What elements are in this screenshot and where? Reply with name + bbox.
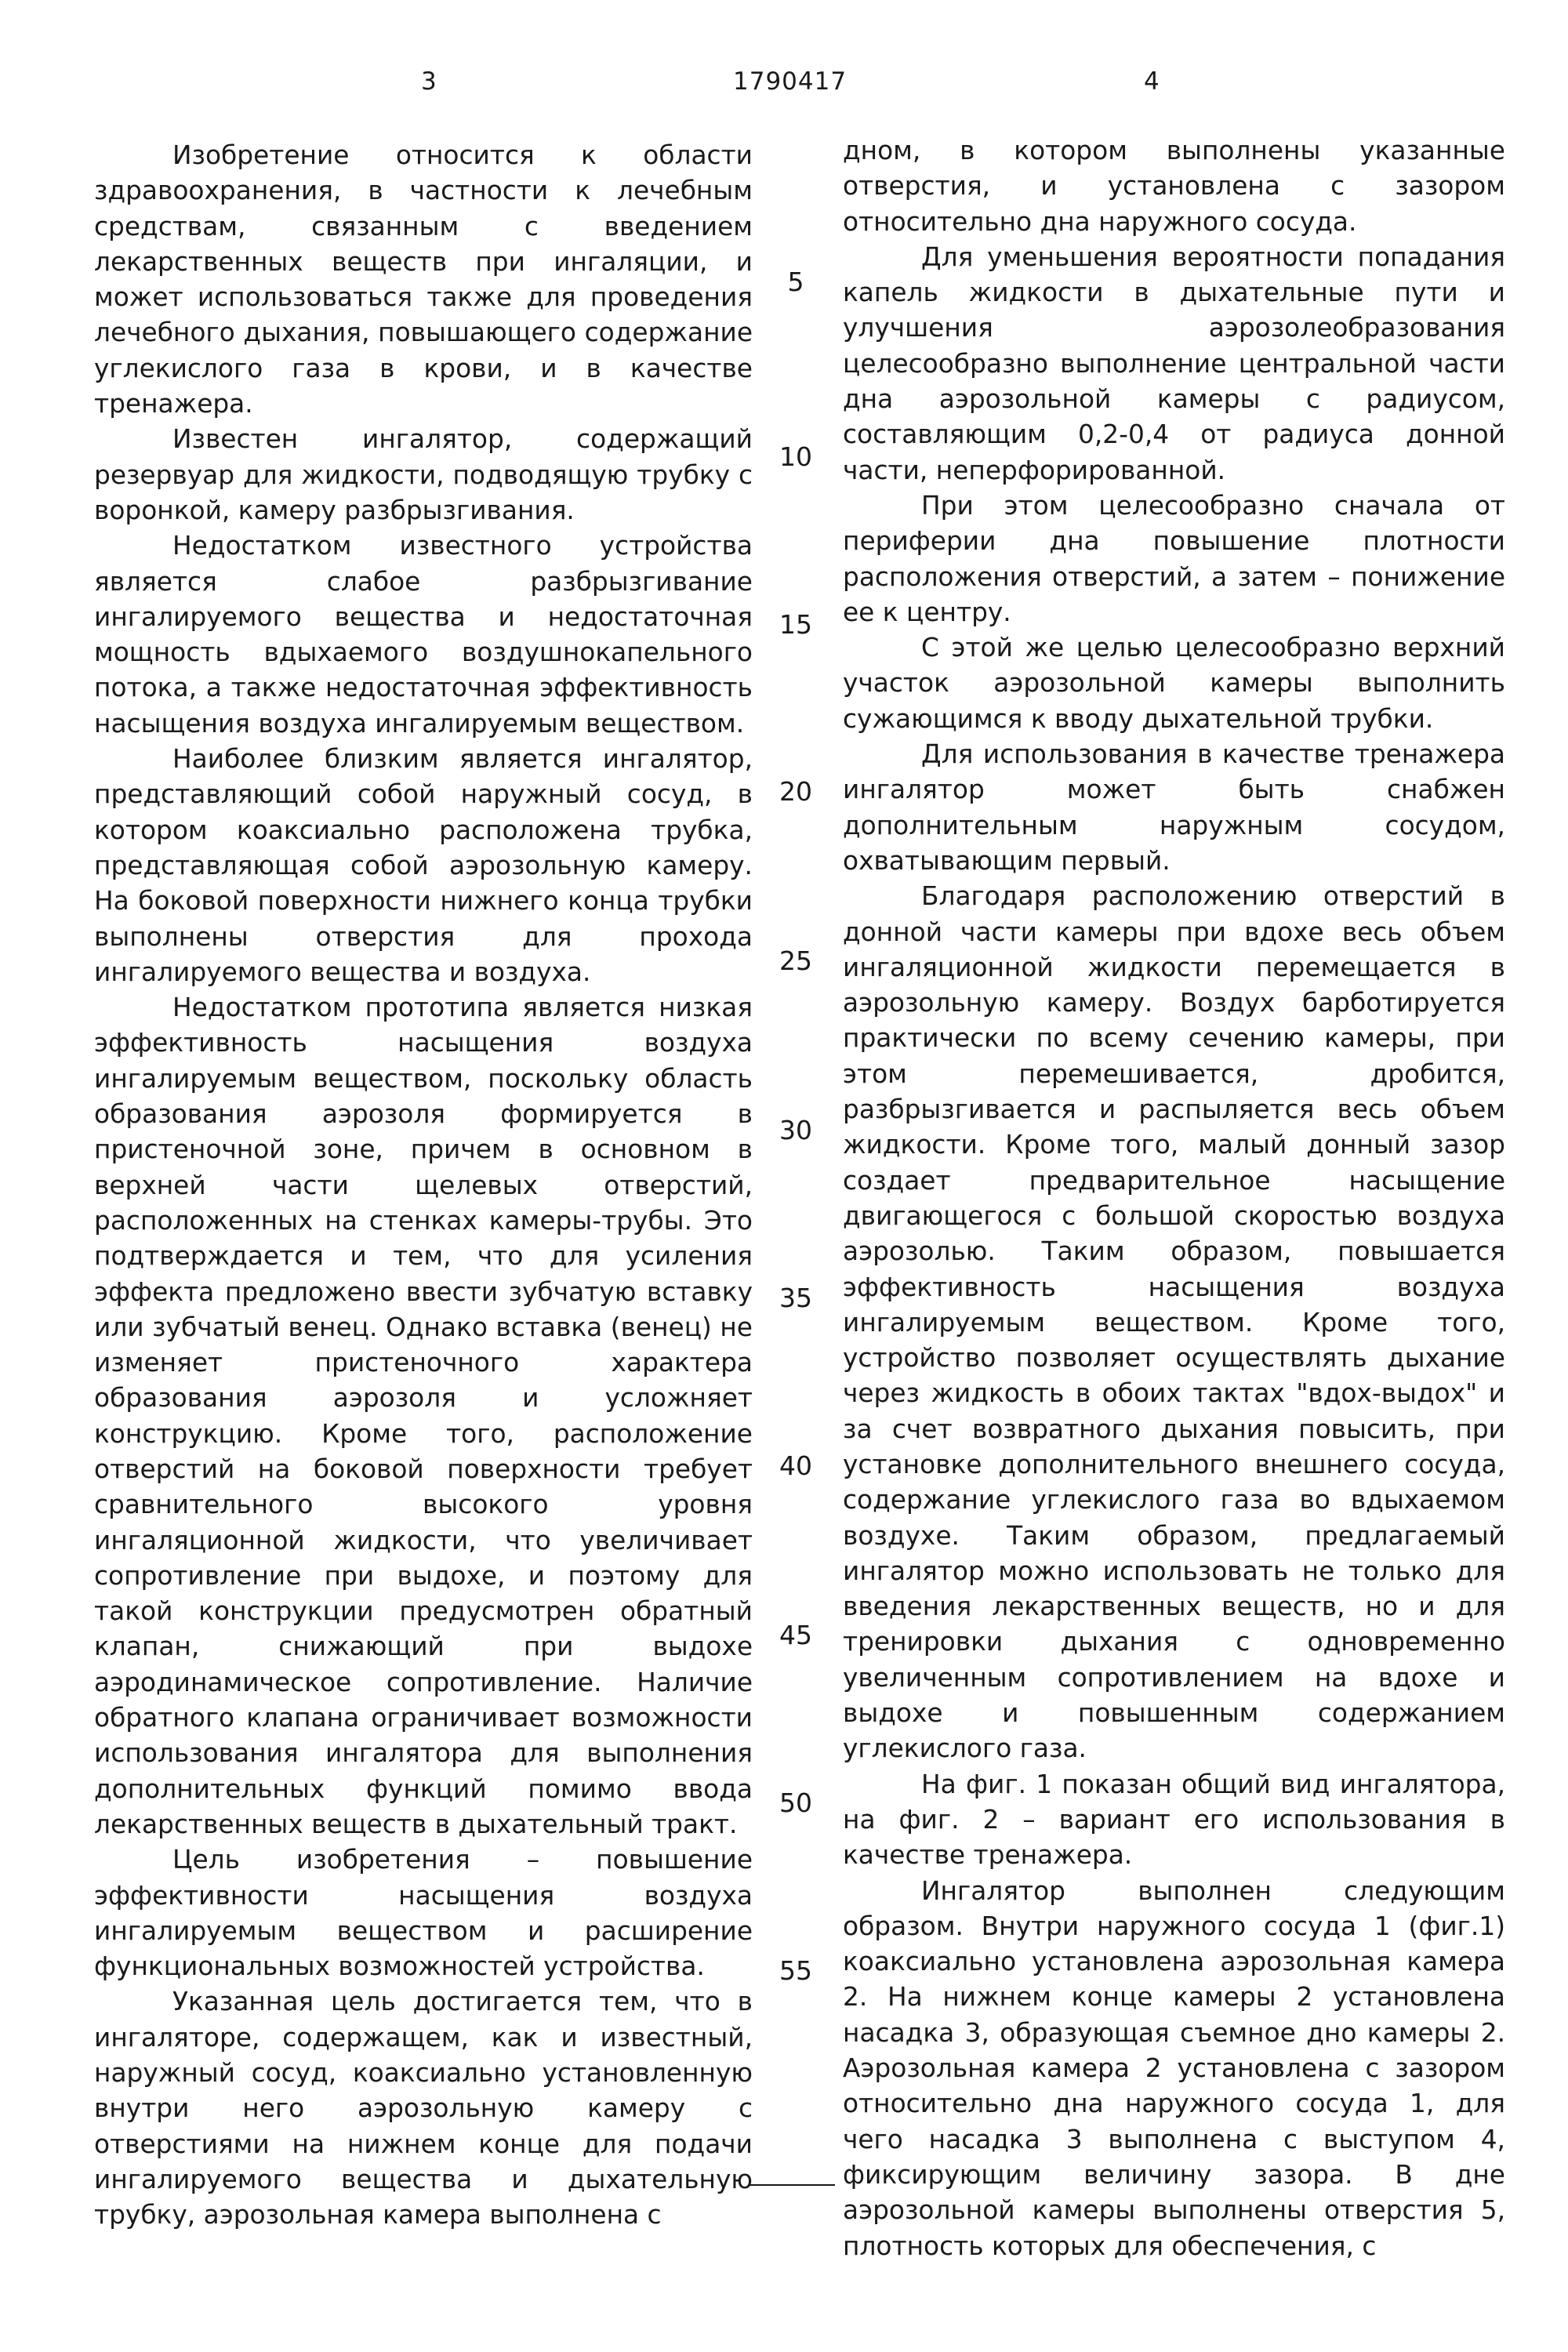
paragraph: Недостатком прототипа является низкая эффективность насыщения воздуха ингалируемым веществом, поскольку область образования аэрозоля формируется в пристеночной зоне, причем в основном в верхней части щелевых отверстий, расположенных на стенках камеры-трубы. Это подтверждается и тем, что для усиления эффекта предложено ввести зубчатую вставку или зубчатый венец. Однако вставка (венец) не изменяет пристеночного характера образования аэрозоля и усложняет конструкцию. Кроме того, расположение отверстий на боковой поверхности требует сравнительного высокого уровня ингаляционной жидкости, что увеличивает сопротивление при выдохе, и поэтому для такой конструкции предусмотрен обратный клапан, снижающий при выдохе аэродинамическое сопротивление. Наличие обратного клапана ограничивает возможности использования ингалятора для выполнения дополнительных функций помимо ввода лекарственных веществ в дыхательный тракт. xyxy=(94,993,753,1839)
left-column xyxy=(94,138,753,2234)
paragraph: На фиг. 1 показан общий вид ингалятора, на фиг. 2 – вариант его использования в качестве тренажера. xyxy=(843,1769,1505,1871)
line-number: 10 xyxy=(779,441,812,472)
footnote-rule xyxy=(749,2184,835,2186)
line-number: 50 xyxy=(779,1788,812,1818)
paragraph: Изобретение относится к области здравоохранения, в частности к лечебным средствам, связанным с введением лекарственных веществ при ингаляции, и может использоваться также для проведения лечебного дыхания, повышающего содержание углекислого газа в крови, и в качестве тренажера. xyxy=(94,140,753,419)
paragraph: Для использования в качестве тренажера ингалятор может быть снабжен дополнительным наружным сосудом, охватывающим первый. xyxy=(843,739,1505,876)
right-column xyxy=(843,133,1505,2264)
paragraph: Для уменьшения вероятности попадания капель жидкости в дыхательные пути и улучшения аэрозолеобразования целесообразно выполнение центральной части дна аэрозольной камеры с радиусом, составляющим 0,2-0,4 от радиуса донной части, неперфорированной. xyxy=(843,241,1505,485)
paragraph: Недостатком известного устройства является слабое разбрызгивание ингалируемого вещества и недостаточная мощность вдыхаемого воздушнокапельного потока, а также недостаточная эффективность насыщения воздуха ингалируемым веществом. xyxy=(94,531,753,739)
page-number-right: 4 xyxy=(1144,67,1160,96)
paragraph: При этом целесообразно сначала от периферии дна повышение плотности расположения отверстий, а затем – понижение ее к центру. xyxy=(843,490,1505,627)
line-number: 15 xyxy=(779,609,812,640)
paragraph: Ингалятор выполнен следующим образом. Внутри наружного сосуда 1 (фиг.1) коаксиально установлена аэрозольная камера 2. На нижнем конце камеры 2 установлена насадка 3, образующая съемное дно камеры 2. Аэрозольная камера 2 установлена с зазором относительно дна наружного сосуда 1, для чего насадка 3 выполнена с выступом 4, фиксирующим величину зазора. В дне аэрозольной камеры выполнены отверстия 5, плотность которых для обеспечения, с xyxy=(843,1875,1505,2261)
line-number: 45 xyxy=(779,1620,812,1650)
page-number-left: 3 xyxy=(421,67,437,96)
paragraph: Наиболее близким является ингалятор, представляющий собой наружный сосуд, в котором коаксиально расположена трубка, представляющая собой аэрозольную камеру. На боковой поверхности нижнего конца трубки выполнены отверстия для прохода ингалируемого вещества и воздуха. xyxy=(94,744,753,987)
paragraph: Известен ингалятор, содержащий резервуар для жидкости, подводящую трубку с воронкой, камеру разбрызгивания. xyxy=(94,424,753,525)
line-number: 5 xyxy=(787,267,804,297)
line-number: 40 xyxy=(779,1450,812,1481)
line-number: 35 xyxy=(779,1283,812,1313)
paragraph: Указанная цель достигается тем, что в ингаляторе, содержащем, как и известный, наружный сосуд, коаксиально установленную внутри него аэрозольную камеру с отверстиями на нижнем конце для подачи ингалируемого вещества и дыхательную трубку, аэрозольная камера выполнена с xyxy=(94,1987,753,2230)
paragraph: Благодаря расположению отверстий в донной части камеры при вдохе весь объем ингаляционной жидкости перемещается в аэрозольную камеру. Воздух барботируется практически по всему сечению камеры, при этом перемешивается, дробится, разбрызгивается и распыляется весь объем жидкости. Кроме того, малый донный зазор создает предварительное насыщение двигающегося с большой скоростью воздуха аэрозолью. Таким образом, повышается эффективность насыщения воздуха ингалируемым веществом. Кроме того, устройство позволяет осуществлять дыхание через жидкость в обоих тактах "вдох-выдох" и за счет возвратного дыхания повысить, при установке дополнительного внешнего сосуда, содержание углекислого газа во вдыхаемом воздухе. Таким образом, предлагаемый ингалятор можно использовать не только для введения лекарственных веществ, но и для тренировки дыхания с одновременно увеличенным сопротивлением на вдохе и выдохе и повышенным содержанием углекислого газа. xyxy=(843,881,1505,1764)
paragraph: дном, в котором выполнены указанные отверстия, и установлена с зазором относительно дна наружного сосуда. xyxy=(843,136,1505,237)
line-number: 30 xyxy=(779,1115,812,1145)
line-number: 55 xyxy=(779,1955,812,1986)
line-number: 20 xyxy=(779,776,812,807)
paragraph: С этой же целью целесообразно верхний участок аэрозольной камеры выполнить сужающимся к вводу дыхательной трубки. xyxy=(843,633,1505,734)
patent-number: 1790417 xyxy=(733,67,848,96)
paragraph: Цель изобретения – повышение эффективности насыщения воздуха ингалируемым веществом и расширение функциональных возможностей устройства. xyxy=(94,1845,753,1982)
line-number: 25 xyxy=(779,946,812,976)
